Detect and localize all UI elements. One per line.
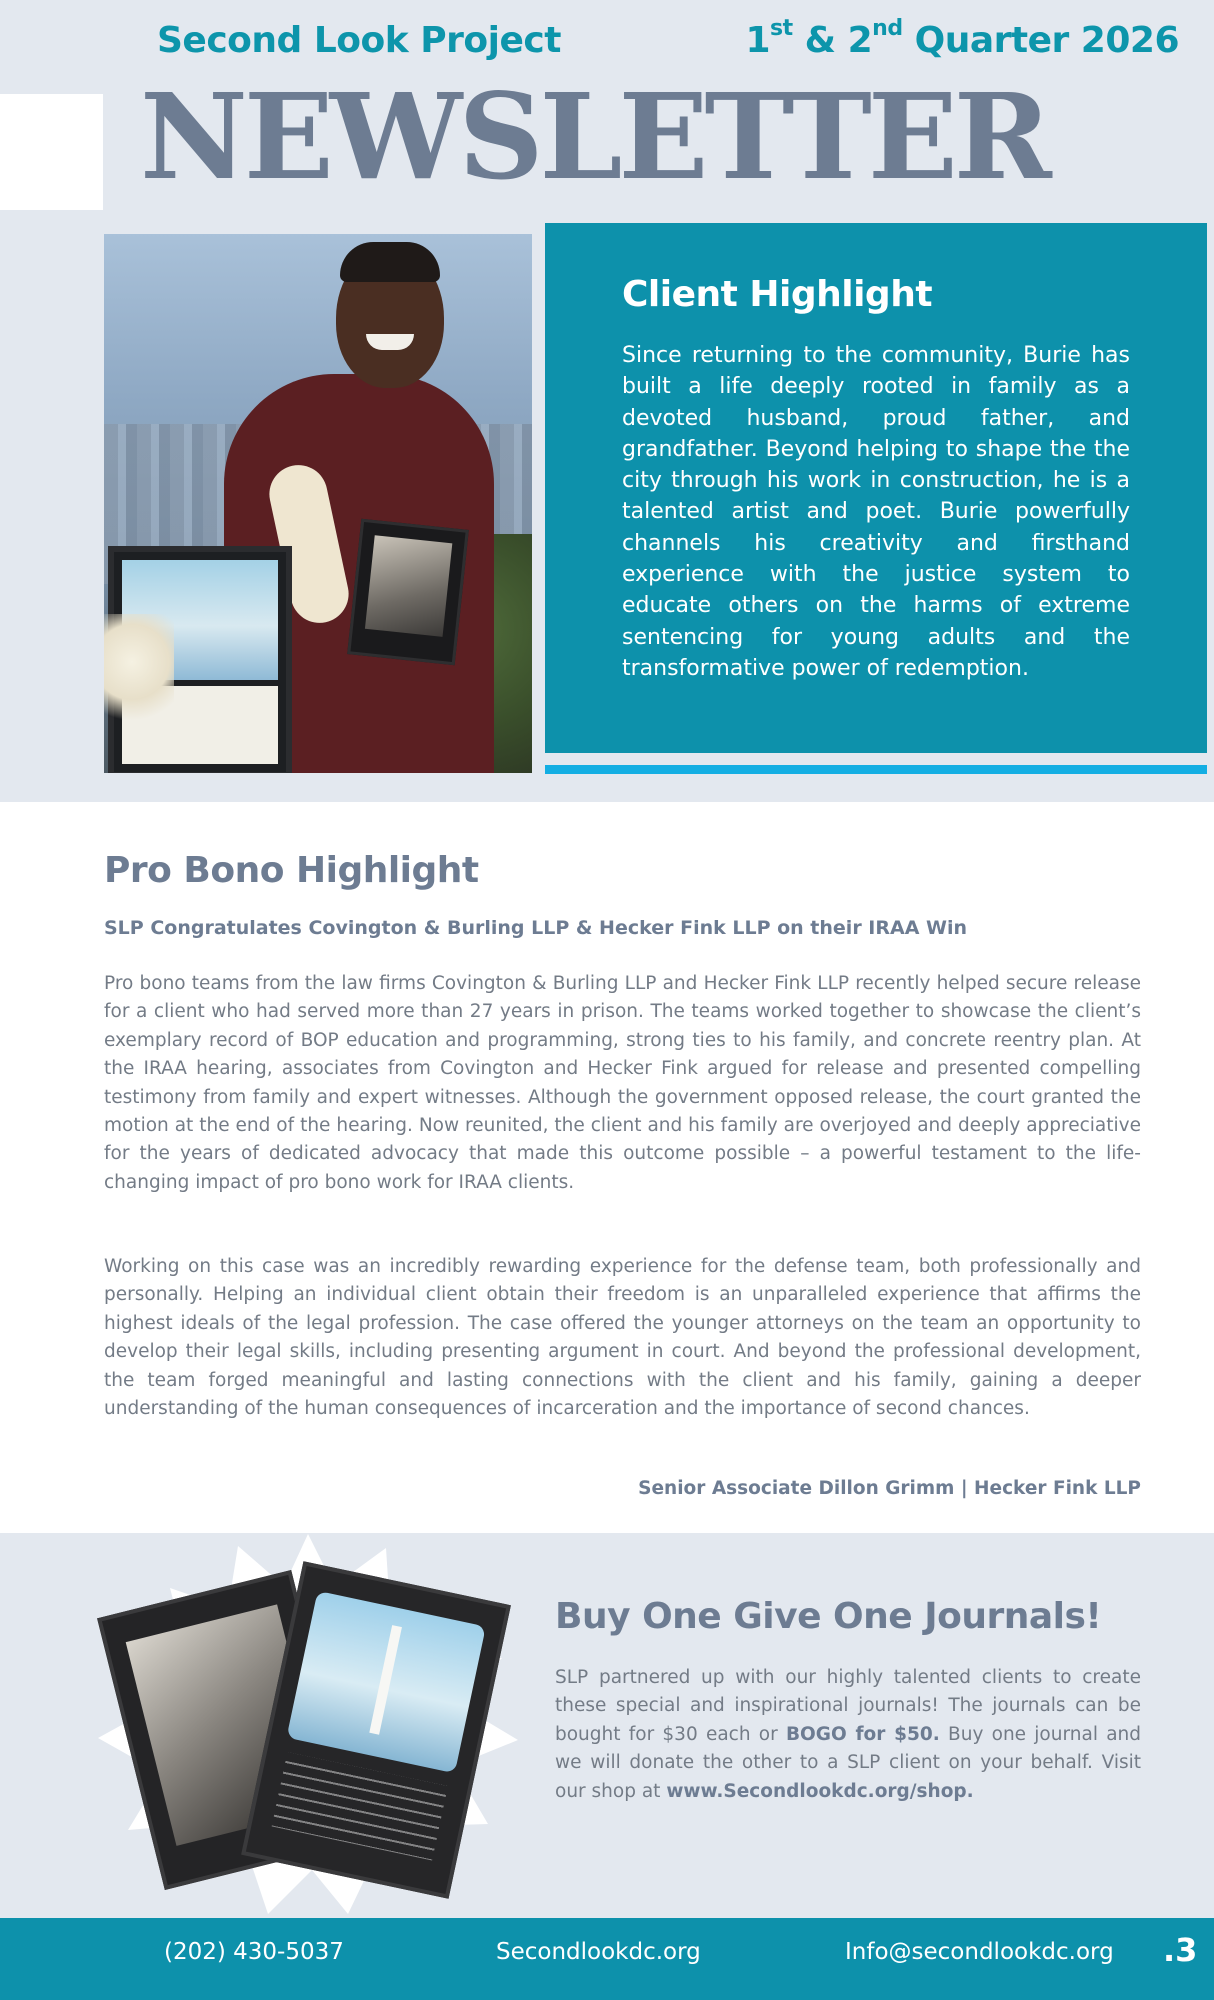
client-highlight-underline: [545, 765, 1207, 774]
pro-bono-paragraph-1: Pro bono teams from the law firms Covington & Burling LLP and Hecker Fink LLP recently helped secure release for a client who had served more than 27 years in prison. The teams worked together to showcase the client’s exemplary record of BOP education and programming, strong ties to his family, and concrete reentry plan. At the IRAA hearing, associates from Covington and Hecker Fink argued for release and presented compelling testimony from family and expert witnesses. Although the government opposed release, the court granted the motion at the end of the hearing. Now reunited, the client and his family are overjoyed and deeply appreciative for the years of dedicated advocacy that made this outcome possible – a powerful testament to the life-changing impact of pro bono work for IRAA clients.: [104, 973, 1141, 1193]
footer-email-link[interactable]: Info@secondlookdc.org: [845, 1939, 1114, 1965]
client-highlight-body: Since returning to the community, Burie has built a life deeply rooted in family as a devoted husband, proud father, and grandfather. Beyond helping to shape the the city through his work in construction, he is a talented artist and poet. Burie powerfully channels his creativity and firsthand experience with the justice system to educate others on the harms of extreme sentencing for young adults and the transformative power of redemption.: [622, 343, 1130, 681]
footer-phone[interactable]: (202) 430-5037: [164, 1939, 344, 1965]
quarter-sup-1: st: [770, 16, 793, 41]
photo-person-hair: [340, 242, 440, 282]
quarter-sup-2: nd: [872, 16, 903, 41]
page-number: .3: [1163, 1931, 1198, 1969]
shop-link[interactable]: www.Secondlookdc.org/shop.: [666, 1780, 974, 1802]
journals-text-intro: SLP partnered up with our highly talented clients to create these special and inspirational journals! The journals can be bought for $30 each or: [555, 1667, 1141, 1745]
pro-bono-signature: Senior Associate Dillon Grimm | Hecker Fink LLP: [638, 1478, 1141, 1499]
footer-website-link[interactable]: Secondlookdc.org: [496, 1939, 701, 1965]
photo-flowers: [104, 614, 174, 734]
journals-text: [555, 1664, 1141, 1806]
quarter-text-3: Quarter 2026: [902, 20, 1179, 61]
photo-book-cover: [365, 535, 452, 637]
org-name: Second Look Project: [157, 20, 561, 61]
pro-bono-paragraph-2: Working on this case was an incredibly rewarding experience for the defense team, both professionally and personally. Helping an individual client obtain their freedom is an unparalleled experience that affirms the highest ideals of the legal profession. The case offered the younger attorneys on the team an opportunity to develop their legal skills, including presenting argument in court. And beyond the professional development, the team forged meaningful and lasting connections with the client and his family, gaining a deeper understanding of the human consequences of incarceration and the importance of second chances.: [104, 1256, 1141, 1420]
journals-heading: Buy One Give One Journals!: [555, 1596, 1102, 1637]
decorative-block: [0, 94, 103, 210]
journals-bogo-price: BOGO for $50.: [785, 1723, 940, 1745]
quarter-text-1: 1: [745, 20, 771, 61]
quarter-text-2: & 2: [792, 20, 873, 61]
client-photo: [104, 234, 532, 773]
pro-bono-heading: Pro Bono Highlight: [104, 850, 479, 891]
newsletter-title: NEWSLETTER: [140, 67, 1048, 206]
client-highlight-heading: Client Highlight: [622, 274, 933, 315]
journal-poem-lines: [272, 1752, 448, 1860]
pro-bono-subheading: SLP Congratulates Covington & Burling LLP & Hecker Fink LLP on their IRAA Win: [104, 917, 968, 939]
journals-text-continued: Buy one journal and we will donate the other to a SLP client on your behalf. Visit our shop at: [555, 1723, 1141, 1802]
photo-book: [347, 519, 469, 666]
quarter-label: [745, 16, 1179, 61]
